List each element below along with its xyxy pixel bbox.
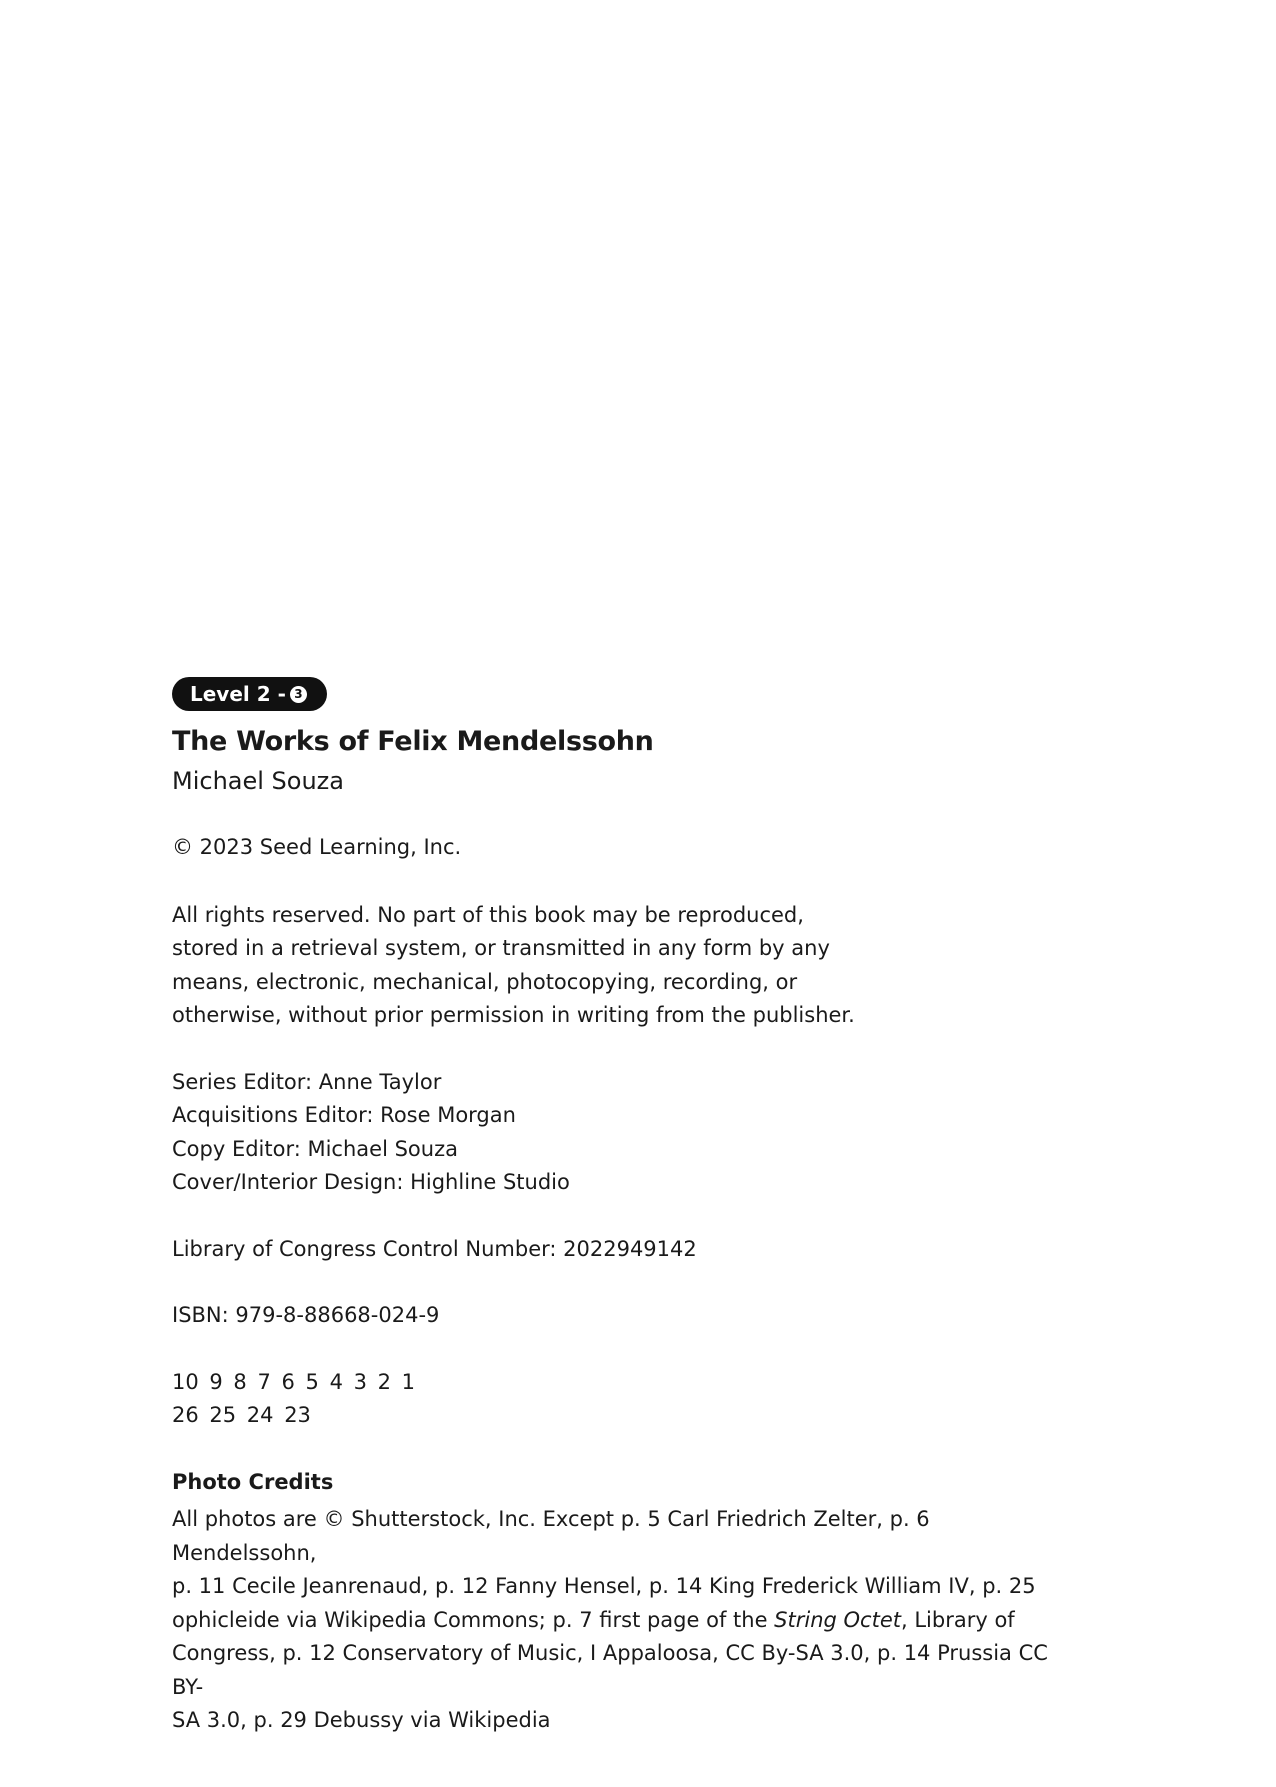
credits-line-part: ophicleide via Wikipedia Commons; p. 7 first page of the: [172, 1607, 775, 1632]
credits-line: [172, 1604, 1052, 1638]
rights-line: All rights reserved. No part of this book may be reproduced,: [172, 902, 804, 927]
credits-line-part: , Library of: [900, 1607, 1015, 1632]
copyright-block: [172, 677, 1052, 1738]
editor-credits: [172, 1066, 1052, 1200]
rights-line: means, electronic, mechanical, photocopying, recording, or: [172, 969, 798, 994]
credits-line: Congress, p. 12 Conservatory of Music, I Appaloosa, CC By-SA 3.0, p. 14 Prussia CC BY-: [172, 1641, 1048, 1699]
string-octet-title: String Octet: [774, 1607, 901, 1632]
credits-line: All photos are © Shutterstock, Inc. Except p. 5 Carl Friedrich Zelter, p. 6 Mendelssohn,: [172, 1507, 930, 1565]
acquisitions-editor: Acquisitions Editor: Rose Morgan: [172, 1103, 516, 1127]
rights-line: stored in a retrieval system, or transmitted in any form by any: [172, 936, 830, 960]
rights-statement: [172, 899, 1052, 1033]
series-editor: Series Editor: Anne Taylor: [172, 1069, 442, 1094]
level-number-circle: 3: [290, 686, 307, 703]
print-year-numbers: 26 25 24 23: [172, 1403, 311, 1427]
rights-line: otherwise, without prior permission in writing from the publisher.: [172, 1003, 855, 1027]
credits-line: p. 11 Cecile Jeanrenaud, p. 12 Fanny Hensel, p. 14 King Frederick William IV, p. 25: [172, 1574, 1036, 1598]
copy-editor: Copy Editor: Michael Souza: [172, 1136, 458, 1161]
design-credit: Cover/Interior Design: Highline Studio: [172, 1170, 570, 1194]
lccn: Library of Congress Control Number: 2022949142: [172, 1236, 697, 1261]
print-run-numbers: 10 9 8 7 6 5 4 3 2 1: [172, 1369, 416, 1394]
photo-credits-heading: Photo Credits: [172, 1469, 334, 1494]
printing-line: [172, 1366, 1052, 1433]
level-badge-label: Level 2 -: [190, 682, 286, 706]
isbn: ISBN: 979-8-88668-024-9: [172, 1303, 440, 1327]
photo-credits-text: [172, 1503, 1052, 1738]
copyright-notice: © 2023 Seed Learning, Inc.: [172, 835, 462, 859]
author-name: Michael Souza: [172, 767, 344, 795]
level-badge: [172, 677, 327, 711]
credits-line: SA 3.0, p. 29 Debussy via Wikipedia: [172, 1708, 551, 1732]
book-title: The Works of Felix Mendelssohn: [172, 726, 654, 757]
